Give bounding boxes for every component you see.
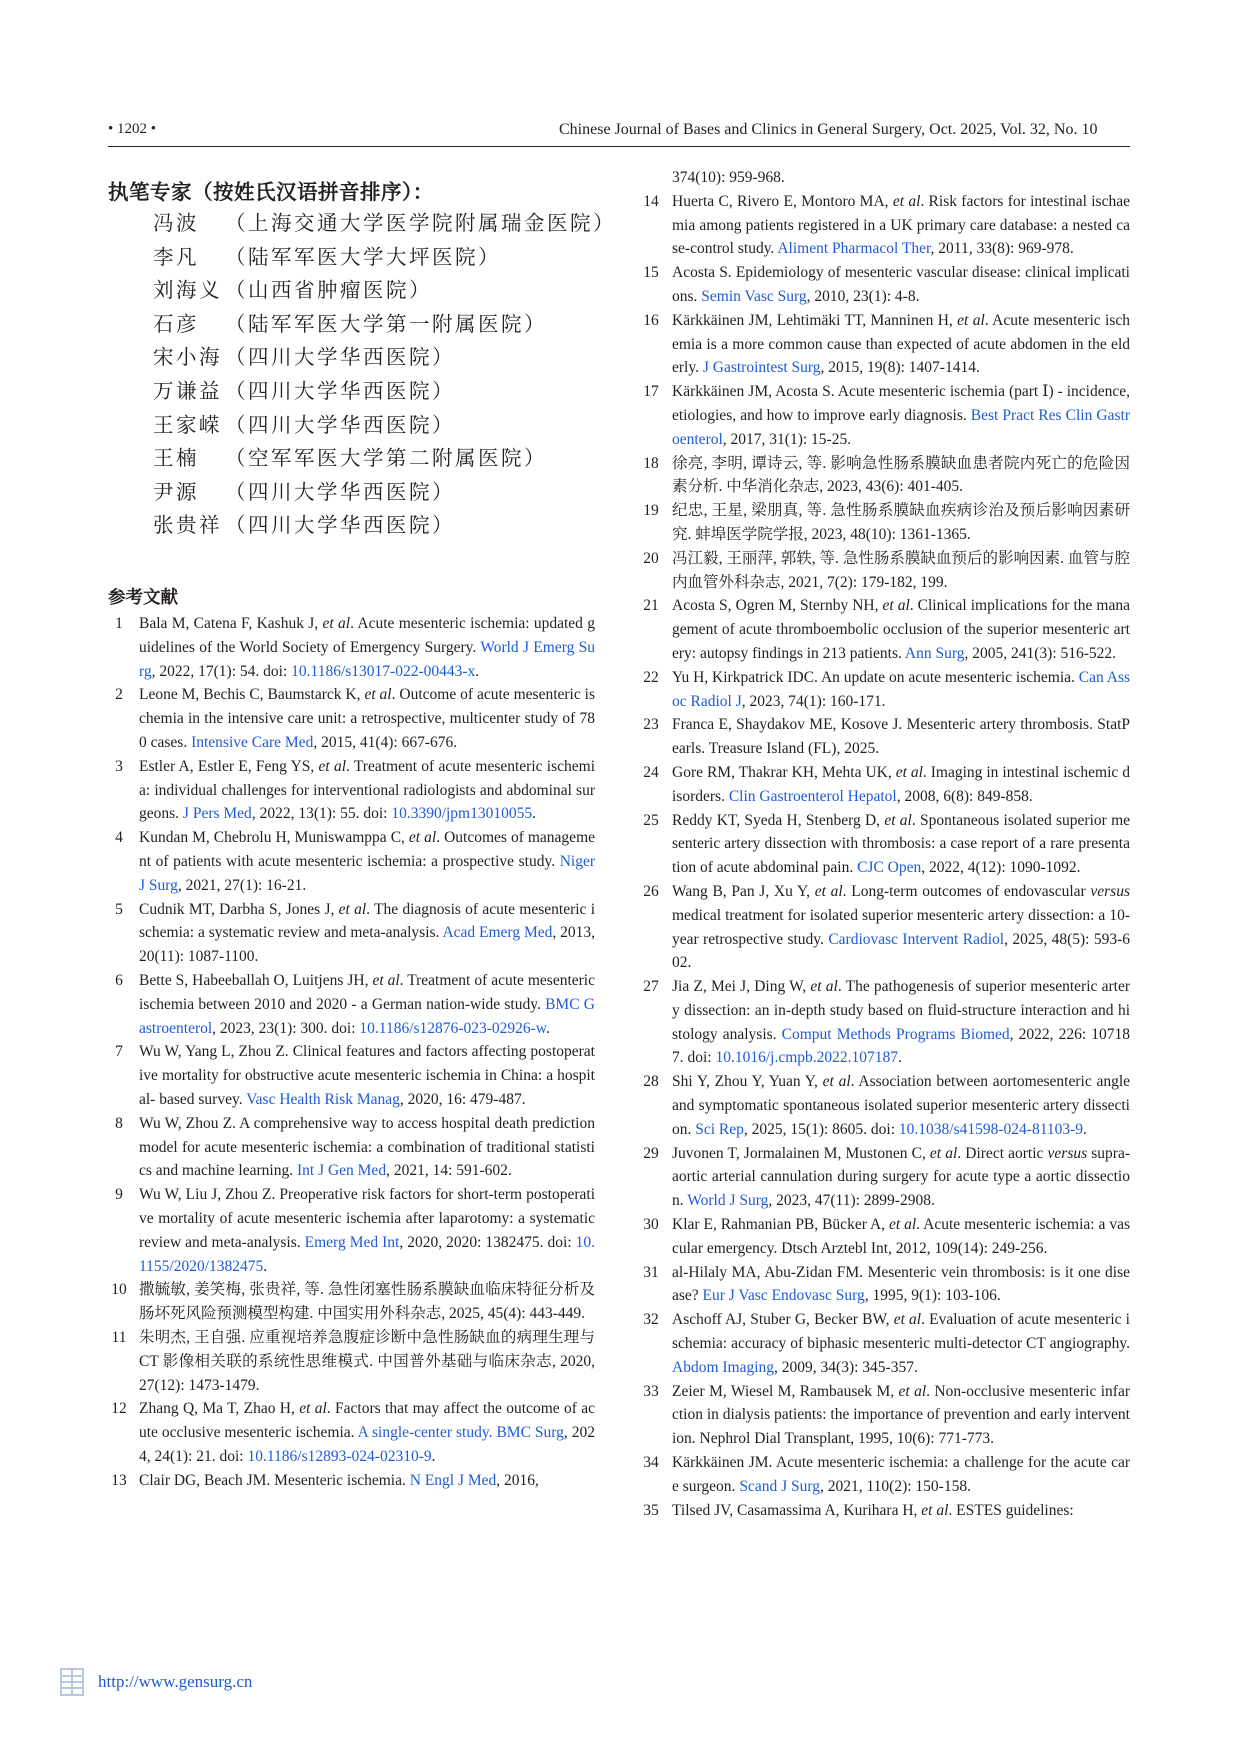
reference-text: Leone M, Bechis C, Baumstarck K, et al. Outcome of acute mesenteric ischemia in the intensive care unit: a retrospective, multicenter study of 780 cases. Intensive Care Med, 2015, 41(4): 667-676.	[139, 686, 595, 751]
reference-text: Cudnik MT, Darbha S, Jones J, et al. The diagnosis of acute mesenteric ischemia: a systematic review and meta-analysis. Acad Emerg Med, 2013, 20(11): 1087-1100.	[139, 900, 596, 966]
expert-item	[153, 308, 616, 342]
expert-item	[153, 207, 616, 241]
reference-number: 34	[643, 1454, 659, 1472]
reference-item	[640, 594, 1130, 665]
reference-number: 3	[115, 757, 123, 775]
reference-item	[640, 1261, 1130, 1309]
expert-item	[153, 274, 616, 308]
reference-item	[640, 1142, 1130, 1213]
reference-item	[640, 261, 1130, 309]
reference-number: 19	[643, 502, 659, 520]
reference-number: 32	[643, 1311, 659, 1329]
reference-item	[640, 975, 1130, 1070]
reference-text: Wang B, Pan J, Xu Y, et al. Long-term outcomes of endovascular versus medical treatment for isolated superior mesenteric artery dissection: a 10-year retrospective study. Cardiovasc Intervent Radiol, 2025, 48(5): 593-602.	[672, 882, 1131, 972]
reference-item	[640, 1451, 1130, 1499]
reference-text: Franca E, Shaydakov ME, Kosove J. Mesenteric artery thrombosis. StatPearls. Treasure Island (FL), 2025.	[672, 716, 1130, 758]
reference-number: 23	[643, 716, 659, 734]
reference-item	[108, 1040, 595, 1111]
journal-title: Chinese Journal of Bases and Clinics in General Surgery, Oct. 2025, Vol. 32, No. 10	[559, 121, 1098, 138]
reference-number: 29	[643, 1144, 659, 1162]
reference-text: Aschoff AJ, Stuber G, Becker BW, et al. Evaluation of acute mesenteric ischemia: accuracy of biphasic mesenteric multi-detector CT angiography. Abdom Imaging, 2009, 34(3): 345-357.	[672, 1311, 1130, 1376]
reference-number: 26	[643, 882, 659, 900]
expert-affiliation: （陆军军医大学大坪医院）	[225, 244, 501, 269]
reference-number: 33	[643, 1382, 659, 1400]
expert-item	[153, 442, 616, 476]
reference-item	[108, 1112, 595, 1183]
reference-number: 14	[643, 192, 659, 210]
reference-number: 5	[115, 900, 123, 918]
expert-affiliation: （四川大学华西医院）	[225, 378, 455, 403]
reference-text: Acosta S, Ogren M, Sternby NH, et al. Clinical implications for the management of acute thromboembolic occlusion of the superior mesenteric artery: autopsy findings in 213 patients. Ann Surg, 2005, 241(3): 516-522.	[672, 597, 1130, 662]
reference-item	[108, 612, 595, 683]
reference-item	[108, 969, 595, 1040]
reference-text: Jia Z, Mei J, Ding W, et al. The pathogenesis of superior mesenteric artery dissection: an in-depth study based on fluid-structure interaction and histology analysis. Comput Methods Programs Biomed, 2022, 226: 107187. doi: 10.1016/j.cmpb.2022.107187.	[672, 978, 1130, 1067]
reference-number: 18	[643, 454, 659, 472]
reference-text: 冯江毅, 王丽萍, 郭轶, 等. 急性肠系膜缺血预后的影响因素. 血管与腔内血管外科杂志, 2021, 7(2): 179-182, 199.	[672, 549, 1130, 591]
expert-name: 王家嵘	[153, 412, 222, 437]
reference-text: Reddy KT, Syeda H, Stenberg D, et al. Spontaneous isolated superior mesenteric artery dissection with thrombosis: a case report of a rare presentation of acute abdominal pain. CJC Open, 2022, 4(12): 1090-1092.	[672, 811, 1131, 877]
reference-text: 徐亮, 李明, 谭诗云, 等. 影响急性肠系膜缺血患者院内死亡的危险因素分析. 中华消化杂志, 2023, 43(6): 401-405.	[672, 454, 1130, 496]
reference-item	[108, 1469, 595, 1493]
reference-text: 纪忠, 王星, 梁朋真, 等. 急性肠系膜缺血疾病诊治及预后影响因素研究. 蚌埠医学院学报, 2023, 48(10): 1361-1365.	[672, 502, 1130, 543]
references-left-column	[108, 612, 595, 1492]
reference-item	[640, 1070, 1130, 1141]
reference-number: 13	[111, 1471, 127, 1489]
reference-number: 1	[115, 615, 123, 632]
reference-number: 31	[643, 1263, 659, 1281]
reference-item	[640, 499, 1130, 547]
reference-number: 28	[643, 1073, 659, 1091]
reference-number: 4	[115, 829, 123, 847]
reference-item	[640, 666, 1130, 714]
reference-text: Shi Y, Zhou Y, Yuan Y, et al. Association between aortomesenteric angle and symptomatic spontaneous isolated superior mesenteric artery dissection. Sci Rep, 2025, 15(1): 8605. doi: 10.1038/s41598-024-81103-9.	[672, 1073, 1131, 1138]
expert-affiliation: （陆军军医大学第一附属医院）	[225, 311, 547, 336]
reference-number: 15	[643, 264, 659, 282]
experts-list	[153, 207, 616, 543]
reference-text: Wu W, Yang L, Zhou Z. Clinical features and factors affecting postoperative mortality for obstructive acute mesenteric ischemia in China: a hospital- based survey. Vasc Health Risk Manag, 2020, 16: 479-487.	[139, 1043, 595, 1108]
reference-item	[640, 761, 1130, 809]
expert-affiliation: （山西省肿瘤医院）	[225, 278, 432, 303]
reference-number: 35	[643, 1501, 659, 1519]
reference-item	[640, 547, 1130, 595]
reference-number: 12	[111, 1400, 127, 1418]
reference-text: Juvonen T, Jormalainen M, Mustonen C, et al. Direct aortic versus supra-aortic arterial cannulation during surgery for acute type a aortic dissection. World J Surg, 2023, 47(11): 2899-2908.	[672, 1144, 1130, 1210]
reference-text: Yu H, Kirkpatrick IDC. An update on acute mesenteric ischemia. Can Assoc Radiol J, 2023, 74(1): 160-171.	[672, 668, 1131, 710]
reference-text: Kärkkäinen JM. Acute mesenteric ischemia: a challenge for the acute care surgeon. Scand J Surg, 2021, 110(2): 150-158.	[672, 1454, 1130, 1495]
expert-name: 万谦益	[153, 378, 222, 403]
reference-number: 6	[115, 971, 123, 989]
expert-item	[153, 509, 616, 543]
reference-item	[640, 713, 1130, 761]
reference-text: al-Hilaly MA, Abu-Zidan FM. Mesenteric vein thrombosis: is it one disease? Eur J Vasc Endovasc Surg, 1995, 9(1): 103-106.	[672, 1263, 1130, 1305]
references-heading: 参考文献	[108, 588, 178, 608]
expert-name: 尹源	[153, 479, 199, 504]
reference-text: Klar E, Rahmanian PB, Bücker A, et al. Acute mesenteric ischemia: a vascular emergency. Dtsch Arztebl Int, 2012, 109(14): 249-256.	[672, 1216, 1131, 1257]
reference-text: Kärkkäinen JM, Lehtimäki TT, Manninen H, et al. Acute mesenteric ischemia is a more common cause than expected of acute abdomen in the elderly. J Gastrointest Surg, 2015, 19(8): 1407-1414.	[672, 311, 1130, 377]
reference-item	[108, 1278, 595, 1326]
expert-name: 刘海义	[153, 278, 222, 303]
reference-text: Estler A, Estler E, Feng YS, et al. Treatment of acute mesenteric ischemia: individual challenges for interventional radiologists and abdominal surgeons. J Pers Med, 2022, 13(1): 55. doi: 10.3390/jpm13010055.	[139, 757, 596, 823]
expert-affiliation: （四川大学华西医院）	[225, 513, 455, 538]
expert-item	[153, 241, 616, 275]
reference-number: 9	[115, 1186, 123, 1204]
reference-item	[640, 190, 1130, 261]
reference-text: Clair DG, Beach JM. Mesenteric ischemia. N Engl J Med, 2016,	[139, 1471, 539, 1489]
reference-number: 2	[115, 686, 123, 704]
reference-number: 7	[115, 1043, 123, 1061]
reference-number: 22	[643, 668, 659, 686]
reference-text: Kärkkäinen JM, Acosta S. Acute mesenteric ischemia (part Ⅰ) - incidence, etiologies, and how to improve early diagnosis. Best Pract Res Clin Gastroenterol, 2017, 31(1): 15-25.	[672, 383, 1130, 448]
experts-heading: 执笔专家（按姓氏汉语拼音排序）：	[108, 180, 434, 204]
reference-text: Acosta S. Epidemiology of mesenteric vascular disease: clinical implications. Semin Vasc Surg, 2010, 23(1): 4-8.	[672, 264, 1130, 305]
expert-name: 李凡	[153, 244, 199, 269]
reference-number: 21	[643, 597, 659, 615]
reference-item	[640, 309, 1130, 380]
references-right-column	[640, 166, 1130, 1522]
reference-item	[640, 880, 1130, 975]
reference-number: 25	[643, 811, 659, 829]
reference-item	[640, 809, 1130, 880]
reference-item	[108, 755, 595, 826]
reference-item	[640, 1499, 1130, 1523]
reference-number: 27	[643, 978, 659, 996]
reference-text: Tilsed JV, Casamassima A, Kurihara H, et al. ESTES guidelines:	[672, 1501, 1074, 1519]
expert-item	[153, 341, 616, 375]
reference-number: 20	[643, 549, 659, 567]
expert-affiliation: （四川大学华西医院）	[225, 412, 455, 437]
expert-item	[153, 476, 616, 510]
reference-number: 11	[111, 1328, 127, 1346]
header-divider	[108, 146, 1130, 147]
reference-number: 30	[643, 1216, 659, 1234]
reference-text: Wu W, Zhou Z. A comprehensive way to access hospital death prediction model for acute mesenteric ischemia: a combination of traditional statistics and machine learning. Int J Gen Med, 2021, 14: 591-602.	[139, 1114, 595, 1180]
footer-website-link[interactable]: http://www.gensurg.cn	[98, 1672, 253, 1691]
reference-item	[108, 1397, 595, 1468]
reference-item	[108, 683, 595, 754]
reference-text: 朱明杰, 王自强. 应重视培养急腹症诊断中急性肠缺血的病理生理与 CT 影像相关联的系统性思维模式. 中国普外基础与临床杂志, 2020, 27(12): 1473-1479.	[139, 1328, 595, 1394]
reference-item	[640, 1380, 1130, 1451]
page-number: • 1202 •	[108, 121, 157, 137]
reference-number: 24	[643, 763, 659, 781]
reference-item	[108, 1326, 595, 1397]
reference-item	[108, 826, 595, 897]
reference-number: 17	[643, 383, 659, 401]
reference-number: 10	[111, 1281, 127, 1299]
journal-logo-icon	[59, 1667, 85, 1697]
expert-name: 张贵祥	[153, 513, 222, 538]
expert-affiliation: （空军军医大学第二附属医院）	[225, 446, 547, 471]
reference-item	[108, 898, 595, 969]
reference-item	[640, 380, 1130, 451]
reference-text: Huerta C, Rivero E, Montoro MA, et al. Risk factors for intestinal ischaemia among patients registered in a UK primary care database: a nested case-control study. Aliment Pharmacol Ther, 2011, 33(8): 969-978.	[672, 192, 1130, 258]
reference-text: 撒毓敏, 姜笑梅, 张贵祥, 等. 急性闭塞性肠系膜缺血临床特征分析及肠坏死风险预测模型构建. 中国实用外科杂志, 2025, 45(4): 443-449.	[139, 1281, 595, 1323]
expert-name: 冯波	[153, 211, 199, 235]
expert-name: 王楠	[153, 446, 199, 471]
reference-item	[640, 1213, 1130, 1261]
reference-continuation: 374(10): 959-968.	[672, 169, 785, 186]
reference-text: Gore RM, Thakrar KH, Mehta UK, et al. Imaging in intestinal ischemic disorders. Clin Gastroenterol Hepatol, 2008, 6(8): 849-858.	[672, 763, 1130, 805]
expert-name: 石彦	[153, 311, 199, 336]
reference-text: Wu W, Liu J, Zhou Z. Preoperative risk factors for short-term postoperative mortality of acute mesenteric ischemia after laparotomy: a systematic review and meta-analysis. Emerg Med Int, 2020, 2020: 1382475. doi: 10.1155/2020/1382475.	[139, 1186, 595, 1275]
expert-affiliation: （四川大学华西医院）	[225, 345, 455, 370]
expert-affiliation: （四川大学华西医院）	[225, 479, 455, 504]
reference-text: Bette S, Habeeballah O, Luitjens JH, et al. Treatment of acute mesenteric ischemia between 2010 and 2020 - a German nation-wide study. BMC Gastroenterol, 2023, 23(1): 300. doi: 10.1186/s12876-023-02926-w.	[139, 971, 595, 1037]
expert-item	[153, 375, 616, 409]
reference-item	[108, 1183, 595, 1278]
expert-item	[153, 409, 616, 443]
expert-affiliation: （上海交通大学医学院附属瑞金医院）	[225, 211, 616, 235]
reference-text: Kundan M, Chebrolu H, Muniswamppa C, et al. Outcomes of management of patients with acute mesenteric ischemia: a prospective study. Niger J Surg, 2021, 27(1): 16-21.	[139, 829, 595, 894]
reference-item	[640, 452, 1130, 500]
reference-text: Bala M, Catena F, Kashuk J, et al. Acute mesenteric ischemia: updated guidelines of the World Society of Emergency Surgery. World J Emerg Surg, 2022, 17(1): 54. doi: 10.1186/s13017-022-00443-x.	[139, 615, 596, 680]
reference-number: 16	[643, 311, 659, 329]
reference-text: Zhang Q, Ma T, Zhao H, et al. Factors that may affect the outcome of acute occlusive mesenteric ischemia. A single-center study. BMC Surg, 2024, 24(1): 21. doi: 10.1186/s12893-024-02310-9.	[139, 1400, 595, 1465]
reference-item	[640, 1308, 1130, 1379]
reference-text: Zeier M, Wiesel M, Rambausek M, et al. Non-occlusive mesenteric infarction in dialysis patients: the importance of prevention and early intervention. Nephrol Dial Transplant, 1995, 10(6): 771-773.	[672, 1382, 1130, 1448]
reference-number: 8	[115, 1114, 123, 1132]
expert-name: 宋小海	[153, 345, 222, 370]
